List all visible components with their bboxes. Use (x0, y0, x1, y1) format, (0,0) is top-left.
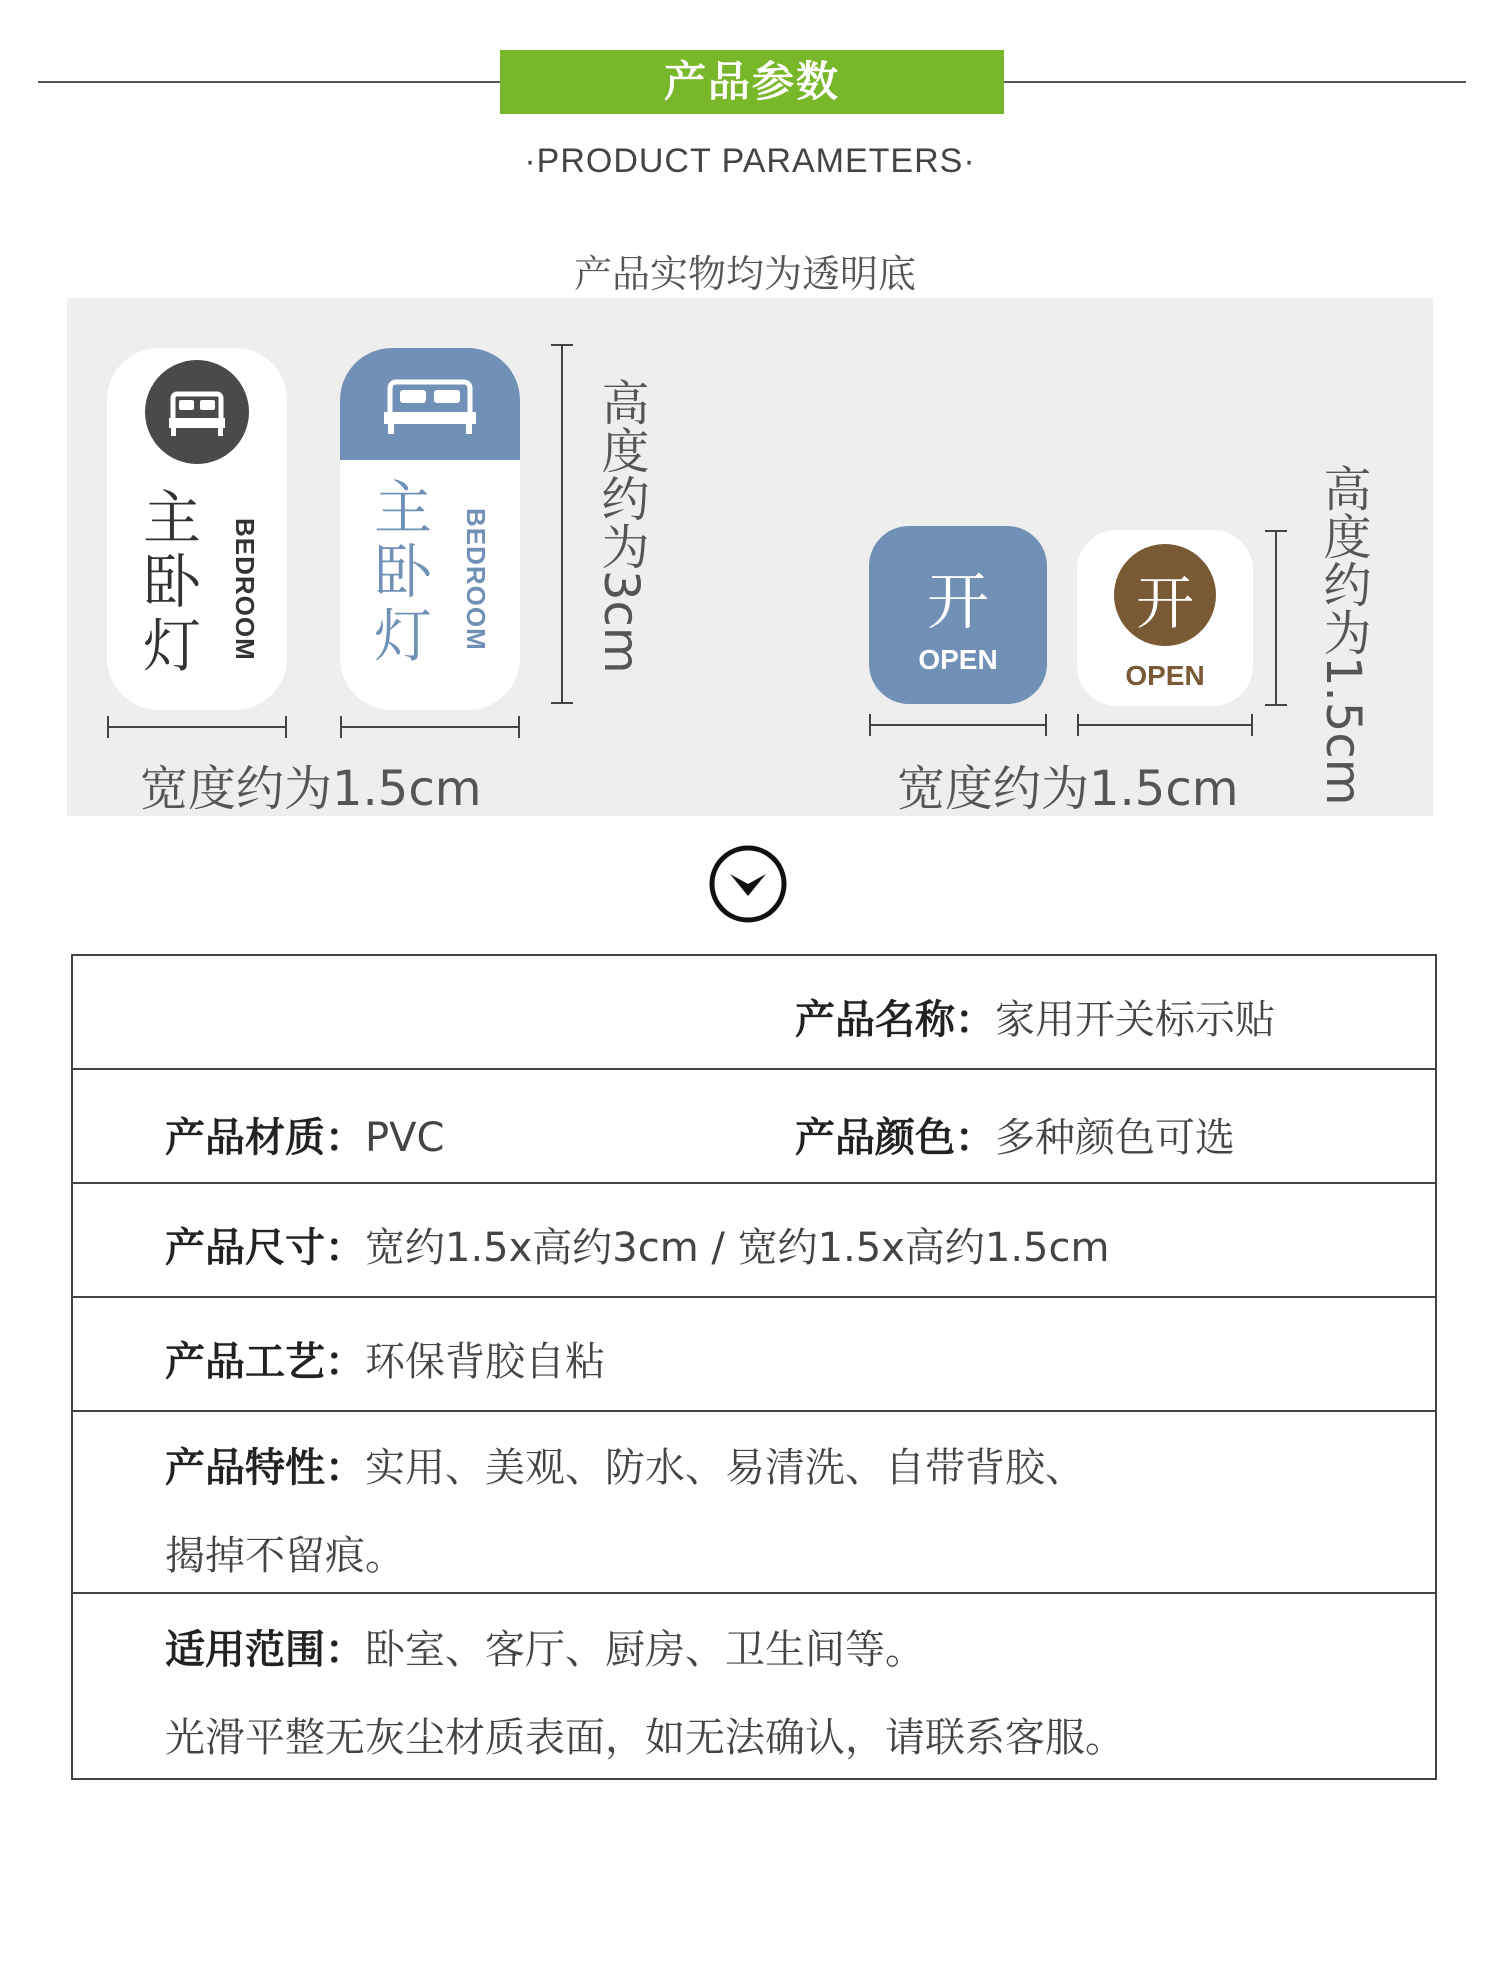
table-row (73, 1410, 1435, 1592)
tall-width-bracket-1 (107, 726, 287, 728)
bed-icon (145, 360, 249, 464)
sign-cn-text: 主 卧 灯 (373, 474, 432, 670)
name-field: 产品名称：家用开关标示贴 (795, 997, 1275, 1043)
material-field: 产品材质：PVC (165, 1115, 445, 1161)
scope-field-line2: 光滑平整无灰尘材质表面，如无法确认，请联系客服。 (165, 1715, 1125, 1761)
size-illustration-panel (67, 298, 1433, 816)
sign-en-text: BEDROOM (461, 508, 491, 651)
open-sign-en: OPEN (1125, 660, 1205, 691)
table-row (73, 956, 1435, 1068)
feature-field-line2: 揭掉不留痕。 (165, 1533, 405, 1579)
header-rule-left (38, 81, 500, 83)
bedroom-sign-dark (107, 348, 287, 710)
table-row (73, 1182, 1435, 1296)
open-sign-white (1077, 530, 1253, 706)
header-rule-right (1004, 81, 1466, 83)
open-sign-cn: 开 (1135, 569, 1194, 637)
scope-field: 适用范围：卧室、客厅、厨房、卫生间等。 (165, 1627, 925, 1673)
craft-field: 产品工艺：环保背胶自粘 (165, 1339, 605, 1385)
tall-width-bracket-2 (340, 726, 520, 728)
section-title: 产品参数 (500, 50, 1004, 114)
bedroom-sign-blue (340, 348, 520, 710)
table-row (73, 1592, 1435, 1778)
square-height-bracket (1275, 530, 1277, 706)
parameter-table (71, 954, 1437, 1780)
size-field: 产品尺寸：宽约1.5x高约3cm / 宽约1.5x高约1.5cm (165, 1225, 1110, 1271)
tall-height-bracket (561, 344, 563, 704)
section-subtitle: ·PRODUCT PARAMETERS· (524, 142, 976, 180)
tall-width-label: 宽度约为1.5cm (140, 761, 482, 817)
sign-en-text: BEDROOM (230, 518, 260, 661)
table-row (73, 1296, 1435, 1410)
square-width-bracket-2 (1077, 724, 1253, 726)
square-width-bracket-1 (869, 724, 1047, 726)
open-sign-cn: 开 (926, 565, 989, 638)
chevron-down-circle-icon (708, 844, 788, 924)
feature-field: 产品特性：实用、美观、防水、易清洗、自带背胶、 (165, 1445, 1085, 1491)
open-sign-blue (869, 526, 1047, 704)
bed-icon (340, 348, 520, 460)
sign-cn-text: 主 卧 灯 (142, 484, 201, 680)
transparent-note: 产品实物均为透明底 (573, 252, 916, 296)
square-width-label: 宽度约为1.5cm (897, 761, 1239, 817)
open-sign-en: OPEN (918, 644, 998, 675)
square-height-label: 高度约为1.5cm (1315, 464, 1371, 806)
tall-height-label: 高度约为3cm (593, 378, 649, 674)
color-field: 产品颜色：多种颜色可选 (795, 1115, 1235, 1161)
table-row (73, 1068, 1435, 1182)
open-sign-circle (1114, 544, 1216, 646)
